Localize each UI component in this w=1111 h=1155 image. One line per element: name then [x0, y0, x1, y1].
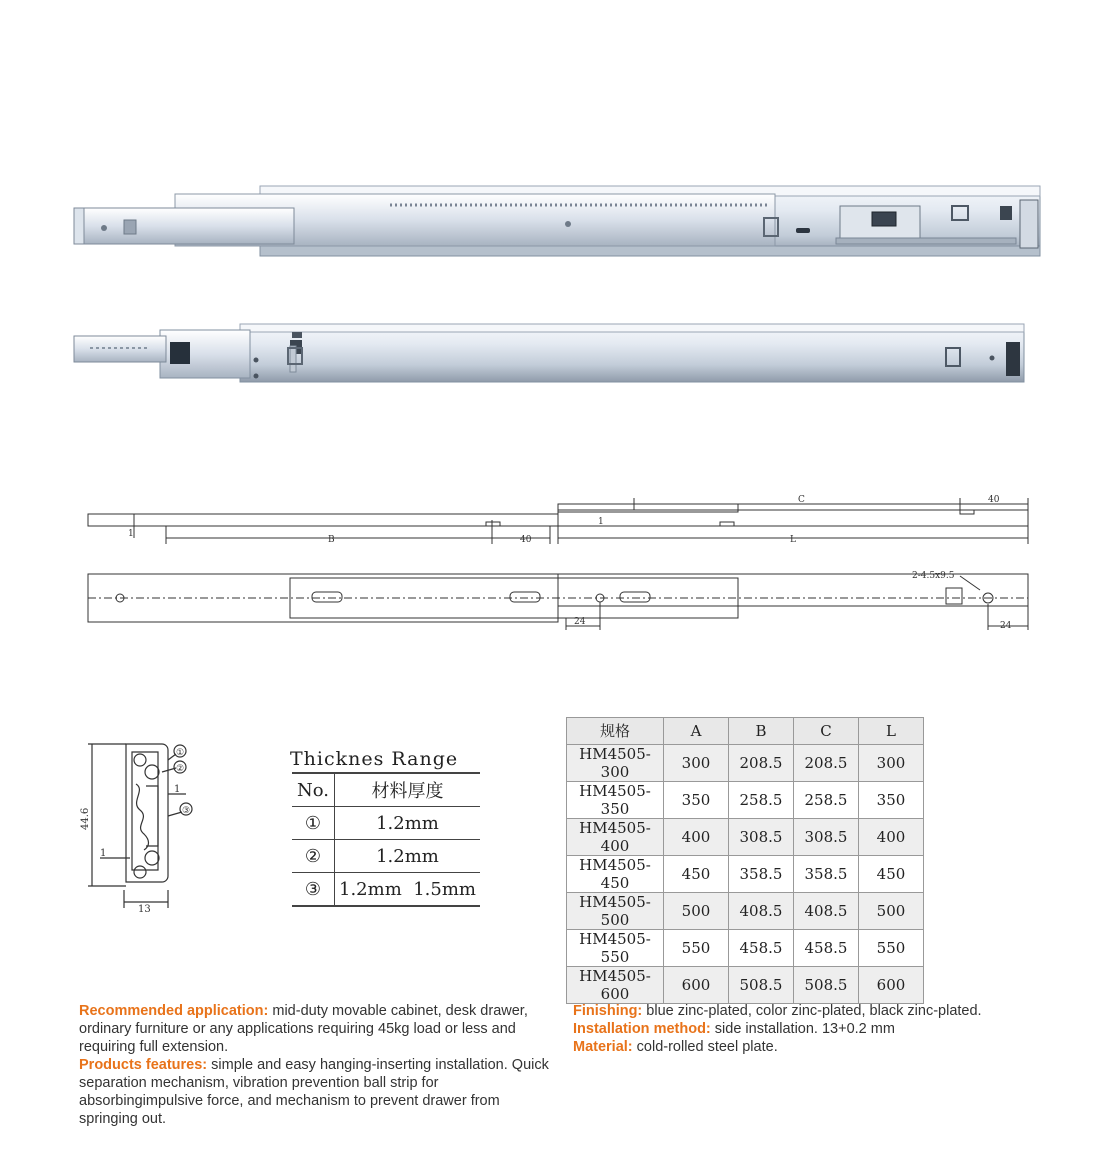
- cell-model: HM4505-300: [567, 744, 664, 781]
- installation-method-text: side installation. 13+0.2 mm: [710, 1021, 895, 1037]
- row-no: ③: [292, 873, 335, 907]
- table-row: [292, 807, 480, 840]
- cross-section-profile: [76, 740, 226, 915]
- dim-b-label: B: [328, 535, 335, 545]
- small-dim-1b: 1: [100, 848, 107, 859]
- cell-c: 358.5: [794, 855, 859, 892]
- table-row: [292, 773, 480, 807]
- technical-drawing: [80, 490, 1040, 640]
- cell-l: 450: [859, 855, 924, 892]
- table-row: [567, 966, 924, 1003]
- row-value: 1.2mm 1.5mm: [335, 873, 480, 907]
- header-no: No.: [292, 773, 335, 807]
- dim-24-right-label: 24: [1000, 621, 1012, 631]
- spec-table: [566, 717, 924, 1004]
- table-row: [567, 744, 924, 781]
- table-row: [292, 840, 480, 873]
- cell-model: HM4505-500: [567, 892, 664, 929]
- finishing-label: Finishing:: [573, 1003, 643, 1019]
- header-a: A: [664, 718, 729, 745]
- cell-a: 350: [664, 781, 729, 818]
- table-row: [567, 818, 924, 855]
- table-row: [292, 873, 480, 907]
- cell-a: 500: [664, 892, 729, 929]
- header-c: C: [794, 718, 859, 745]
- row-value: 1.2mm: [335, 807, 480, 840]
- finishing-text: blue zinc-plated, color zinc-plated, black zinc-plated.: [642, 1003, 982, 1019]
- installation-method-label: Installation method:: [573, 1021, 711, 1037]
- recommended-application-label: Recommended application:: [79, 1003, 269, 1019]
- cell-a: 600: [664, 966, 729, 1003]
- cell-b: 208.5: [729, 744, 794, 781]
- material: [573, 1038, 1043, 1056]
- profile-width-label: 13: [138, 904, 151, 915]
- cell-c: 408.5: [794, 892, 859, 929]
- profile-height-label: 44.6: [80, 807, 91, 830]
- recommended-application-text: mid-duty movable cabinet, desk drawer, ordinary furniture or any applications requiring 45kg load or less and requiring full extension.: [79, 1003, 528, 1055]
- slide-photo-extended: [70, 180, 1045, 260]
- table-row: [567, 781, 924, 818]
- product-features: [79, 1056, 559, 1128]
- material-label: Material:: [573, 1039, 633, 1055]
- dim-24-left-label: 24: [574, 617, 586, 627]
- dim-l-label: L: [790, 535, 796, 545]
- row-no: ②: [292, 840, 335, 873]
- dim-40-mid-label: 40: [520, 535, 532, 545]
- cell-c: 508.5: [794, 966, 859, 1003]
- cell-b: 408.5: [729, 892, 794, 929]
- material-text: cold-rolled steel plate.: [632, 1039, 778, 1055]
- slide-photo-closed: [70, 318, 1030, 388]
- cell-b: 358.5: [729, 855, 794, 892]
- table-row: [567, 929, 924, 966]
- description-left: [79, 1002, 559, 1128]
- cell-c: 308.5: [794, 818, 859, 855]
- cell-l: 550: [859, 929, 924, 966]
- cell-b: 308.5: [729, 818, 794, 855]
- dim-40-top-label: 40: [988, 495, 1000, 505]
- small-dim-1a: 1: [174, 784, 181, 795]
- cell-model: HM4505-450: [567, 855, 664, 892]
- cell-b: 258.5: [729, 781, 794, 818]
- table-row: [567, 855, 924, 892]
- header-b: B: [729, 718, 794, 745]
- cell-model: HM4505-400: [567, 818, 664, 855]
- header-material-thickness: 材料厚度: [335, 773, 480, 807]
- cell-c: 458.5: [794, 929, 859, 966]
- recommended-application: [79, 1002, 559, 1056]
- table-header-row: [567, 718, 924, 745]
- cell-b: 458.5: [729, 929, 794, 966]
- dim-c-label: C: [798, 495, 805, 505]
- cell-a: 400: [664, 818, 729, 855]
- cell-a: 550: [664, 929, 729, 966]
- callout-1: ①: [176, 748, 185, 758]
- product-features-text: simple and easy hanging-inserting installation. Quick separation mechanism, vibration prevention ball strip for absorbingimpulsive force, and mechanism to prevent drawer from springing out.: [79, 1057, 549, 1127]
- cell-a: 450: [664, 855, 729, 892]
- cell-model: HM4505-550: [567, 929, 664, 966]
- cell-b: 508.5: [729, 966, 794, 1003]
- header-l: L: [859, 718, 924, 745]
- header-model: 规格: [567, 718, 664, 745]
- cell-l: 300: [859, 744, 924, 781]
- row-value: 1.2mm: [335, 840, 480, 873]
- cell-model: HM4505-350: [567, 781, 664, 818]
- product-features-label: Products features:: [79, 1057, 208, 1073]
- cell-l: 600: [859, 966, 924, 1003]
- cell-a: 300: [664, 744, 729, 781]
- dim-hole-label: 2-4.5x9.5: [912, 571, 955, 581]
- table-row: [567, 892, 924, 929]
- callout-3: ③: [182, 806, 191, 816]
- cell-l: 350: [859, 781, 924, 818]
- cell-c: 208.5: [794, 744, 859, 781]
- row-no: ①: [292, 807, 335, 840]
- finishing: [573, 1002, 1043, 1020]
- dim-1-mid-label: 1: [598, 517, 604, 527]
- cell-l: 400: [859, 818, 924, 855]
- cell-model: HM4505-600: [567, 966, 664, 1003]
- thickness-title: Thicknes Range: [290, 748, 459, 770]
- cell-l: 500: [859, 892, 924, 929]
- dim-1-left-label: 1: [128, 529, 134, 539]
- description-right: [573, 1002, 1043, 1056]
- installation-method: [573, 1020, 1043, 1038]
- cell-c: 258.5: [794, 781, 859, 818]
- thickness-table: [292, 772, 480, 907]
- callout-2: ②: [176, 764, 185, 774]
